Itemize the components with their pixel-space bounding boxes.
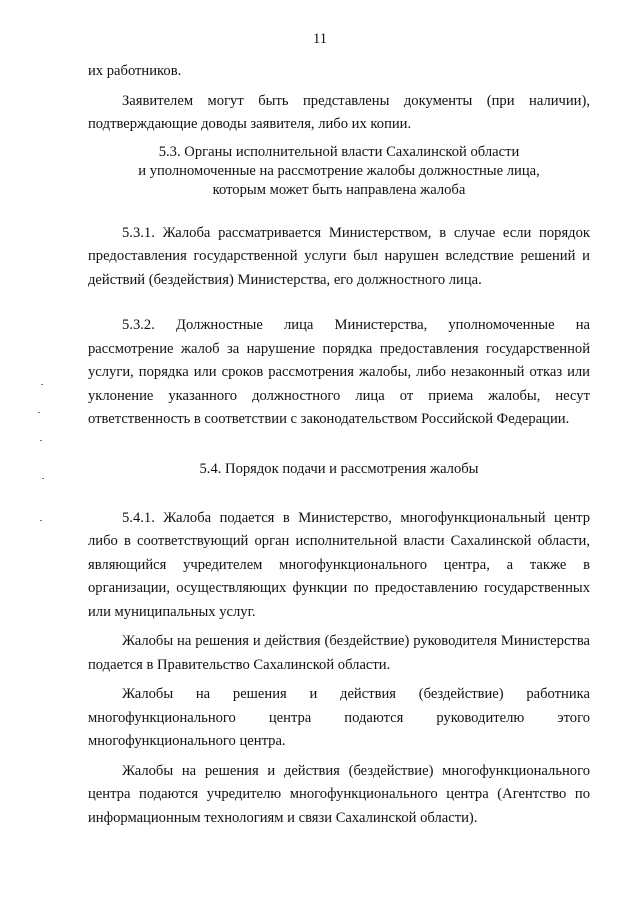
page-number: 11 <box>313 31 327 47</box>
paragraph-5-3-1: 5.3.1. Жалоба рассматривается Министерством, в случае если порядок предоставления государственной услуги был нарушен вследствие решений и действий (бездействия) Министерства, его должностного лица. <box>88 224 590 288</box>
section-heading-5-3 <box>88 143 590 200</box>
heading-5-3-line-3: которым может быть направлена жалоба <box>212 181 466 198</box>
paragraph-5-4-1: 5.4.1. Жалоба подается в Министерство, многофункциональный центр либо в соответствующий орган исполнительной власти Сахалинской области, являющийся учредителем многофункционального центра, а также в организации, осуществляющих функции по предоставлению государственных или муниципальных услуг. <box>88 509 590 620</box>
scan-speck <box>38 412 40 413</box>
heading-5-3-line-2: и уполномоченные на рассмотрение жалобы должностные лица, <box>138 162 540 179</box>
heading-5-3-line-1: 5.3. Органы исполнительной власти Сахалинской области <box>158 143 520 160</box>
scan-speck <box>40 440 42 441</box>
scan-speck <box>41 384 43 385</box>
scan-speck <box>42 478 44 479</box>
page-content <box>88 60 590 830</box>
section-heading-5-4: 5.4. Порядок подачи и рассмотрения жалобы <box>199 460 479 477</box>
scan-speck <box>40 520 42 521</box>
paragraph-applicant-documents: Заявителем могут быть представлены документы (при наличии), подтверждающие доводы заявителя, либо их копии. <box>88 92 590 132</box>
paragraph-complaint-worker: Жалобы на решения и действия (бездействие) работника многофункционального центра подаются руководителю этого многофункционального центра. <box>88 686 590 749</box>
paragraph-complaint-head: Жалобы на решения и действия (бездействие) руководителя Министерства подается в Правительство Сахалинской области. <box>88 633 590 673</box>
paragraph-continuation: их работников. <box>88 63 182 79</box>
paragraph-5-3-2: 5.3.2. Должностные лица Министерства, уполномоченные на рассмотрение жалоб за нарушение порядка предоставления государственной услуги, порядка или сроков рассмотрения жалобы, либо незаконный отказ или уклонение указанного должностного лица от приема жалобы, несут ответственность в соответствии с законодательством Российской Федерации. <box>88 317 590 427</box>
paragraph-complaint-mfc: Жалобы на решения и действия (бездействие) многофункционального центра подаются учредителю многофункционального центра (Агентство по информационным технологиям и связи Сахалинской области). <box>88 762 590 826</box>
